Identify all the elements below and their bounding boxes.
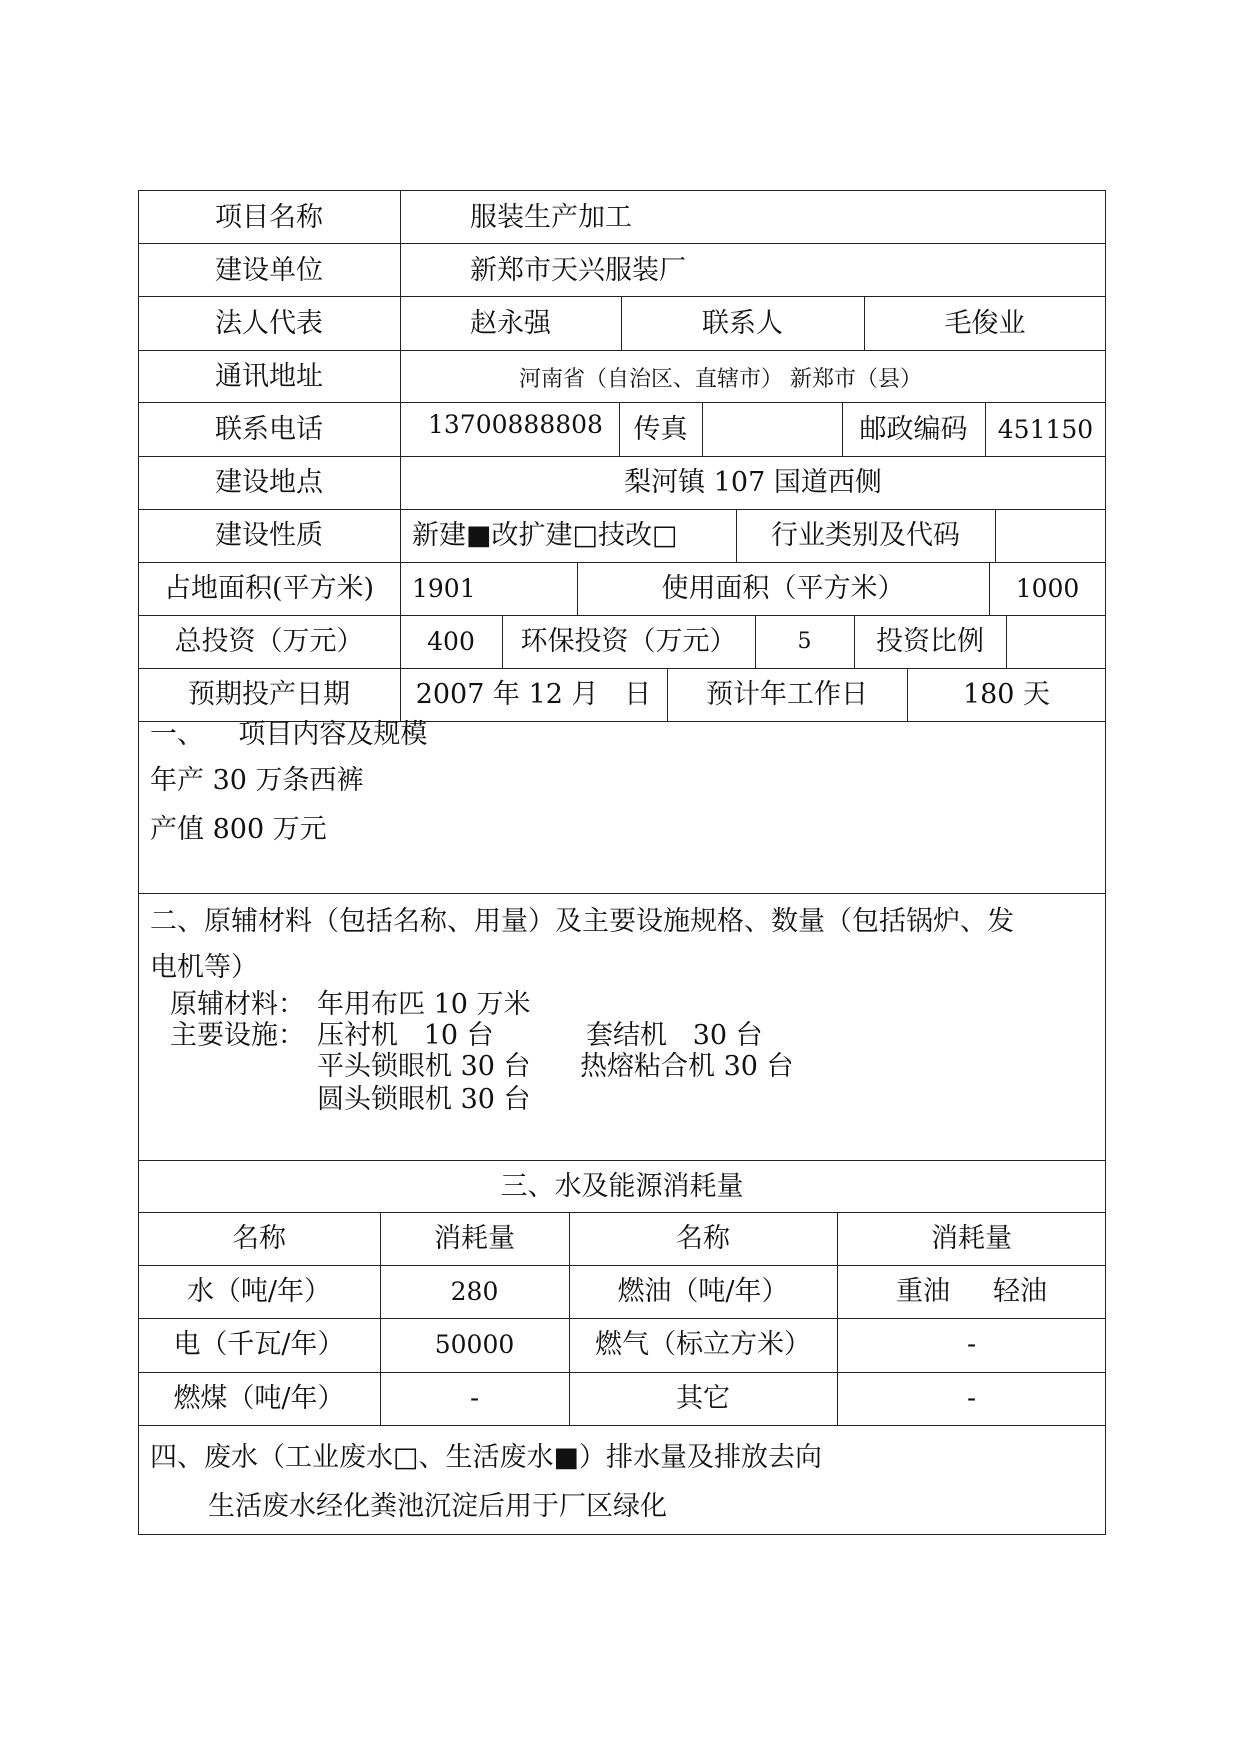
equipment-label: 主要设施： [170,1020,305,1051]
energy-cell: 280 [450,1277,499,1306]
section4-title: 四、废水（工业废水□、生活废水■）排水量及排放去向 [150,1442,823,1473]
contact-label: 联系人 [702,308,783,339]
start-date-value: 2007 年 12 月 日 [415,679,652,710]
energy-header: 名称 [232,1223,286,1254]
row-divider [138,1372,1106,1373]
row-divider [138,1425,1106,1426]
equipment-item: 套结机 30 台 [586,1020,763,1051]
work-days-label: 预计年工作日 [706,679,868,710]
energy-cell: 50000 [434,1330,515,1359]
energy-cell: 燃煤（吨/年） [173,1383,345,1414]
use-area-label: 使用面积（平方米） [661,573,905,604]
industry-label: 行业类别及代码 [771,520,960,551]
col-divider [702,402,703,456]
section1-line: 产值 800 万元 [150,814,327,845]
section2-title-cont: 电机等） [150,952,258,983]
postcode-label: 邮政编码 [859,414,968,445]
ratio-label: 投资比例 [876,626,984,657]
equipment-item: 压衬机 10 台 [317,1020,494,1051]
energy-cell: 水（吨/年） [186,1276,332,1307]
section1-line: 年产 30 万条西裤 [150,765,364,796]
row-divider [138,509,1106,510]
energy-header: 消耗量 [434,1223,515,1254]
use-area-value: 1000 [1015,574,1080,603]
section1-title: 一、 项目内容及规模 [150,719,428,750]
contact-value: 毛俊业 [944,308,1026,339]
col-divider [1006,615,1007,668]
land-area-value: 1901 [412,574,476,603]
row-divider [138,1160,1106,1161]
fax-label: 传真 [633,414,688,445]
env-investment-label: 环保投资（万元） [520,626,737,657]
legal-rep-label: 法人代表 [215,308,323,339]
land-area-label: 占地面积(平方米) [163,573,375,604]
col-divider [995,509,996,562]
project-name-label: 项目名称 [215,202,323,233]
row-divider [138,456,1106,457]
energy-cell: 燃油（吨/年） [617,1276,789,1307]
legal-rep-value: 赵永强 [470,308,551,339]
section4-content: 生活废水经化粪池沉淀后用于厂区绿化 [208,1491,667,1522]
builder-value: 新郑市天兴服装厂 [470,255,686,286]
energy-cell: - [966,1329,977,1360]
energy-cell: - [966,1383,977,1414]
energy-cell: - [469,1383,480,1414]
energy-cell: 燃气（标立方米） [595,1329,811,1360]
start-date-label: 预期投产日期 [188,679,350,710]
energy-cell: 重油 轻油 [896,1276,1047,1307]
project-name-value: 服装生产加工 [470,202,632,233]
phone-label: 联系电话 [215,414,323,445]
row-divider [138,296,1106,297]
equipment-item: 圆头锁眼机 30 台 [317,1084,531,1115]
address-value: 河南省（自治区、直辖市） 新郑市（县） [519,367,922,392]
row-divider [138,1265,1106,1266]
nature-value: 新建■改扩建□技改□ [412,520,678,551]
address-label: 通讯地址 [215,361,323,392]
row-divider [138,668,1106,669]
energy-cell: 电（千瓦/年） [173,1329,345,1360]
equipment-item: 热熔粘合机 30 台 [580,1051,794,1082]
row-divider [138,1212,1106,1213]
env-investment-value: 5 [797,629,812,654]
investment-label: 总投资（万元） [174,626,364,657]
row-divider [138,615,1106,616]
investment-value: 400 [427,627,475,656]
phone-value: 13700888808 [428,410,603,439]
section2-title: 二、原辅材料（包括名称、用量）及主要设施规格、数量（包括锅炉、发 [150,906,1014,937]
site-value: 梨河镇 107 国道西侧 [624,467,882,498]
equipment-item: 平头锁眼机 30 台 [317,1051,531,1082]
energy-header: 名称 [676,1223,730,1254]
row-divider [138,402,1106,403]
energy-cell: 其它 [676,1383,730,1414]
builder-label: 建设单位 [215,255,323,286]
materials-value: 年用布匹 10 万米 [317,989,531,1020]
row-divider [138,350,1106,351]
row-divider [138,893,1106,894]
row-divider [138,1318,1106,1319]
site-label: 建设地点 [215,467,323,498]
materials-label: 原辅材料： [170,989,305,1020]
nature-label: 建设性质 [215,520,323,551]
row-divider [138,243,1106,244]
energy-header: 消耗量 [931,1223,1012,1254]
row-divider [138,562,1106,563]
postcode-value: 451150 [997,415,1094,444]
work-days-value: 180 天 [962,679,1051,710]
section3-title: 三、水及能源消耗量 [500,1171,744,1202]
